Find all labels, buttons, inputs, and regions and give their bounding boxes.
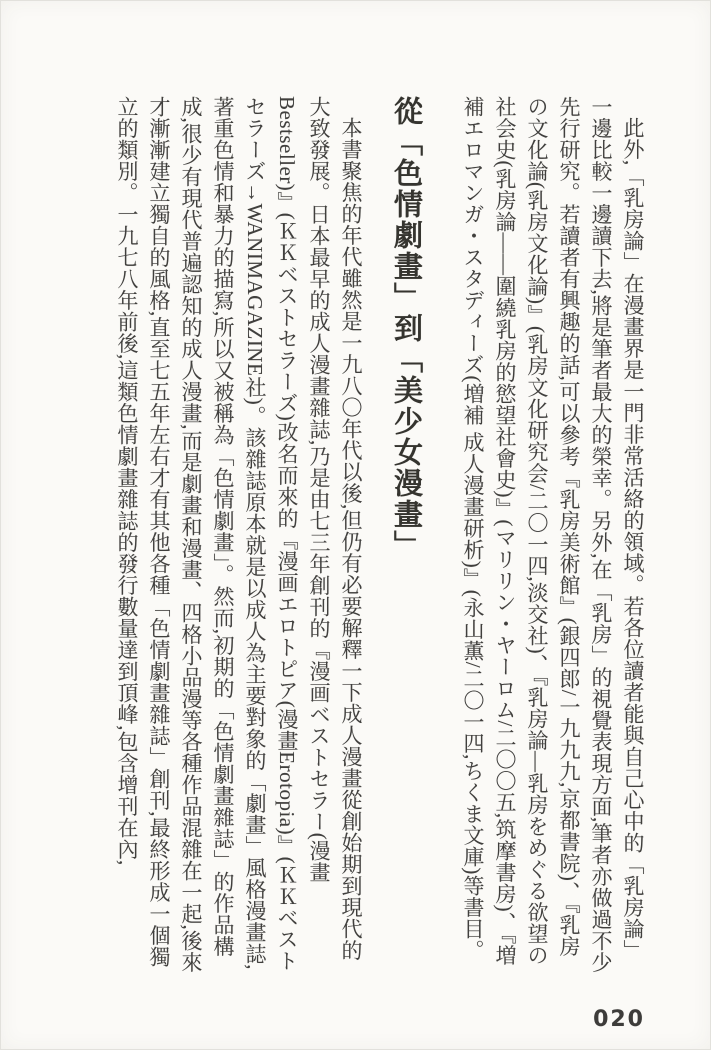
section-heading: 從「色情劇畫」到「美少女漫畫」 bbox=[390, 96, 422, 561]
page-content bbox=[111, 96, 649, 978]
paragraph-references: 此外,「乳房論」在漫畫界是一門非常活絡的領域。若各位讀者能與自己心中的「乳房論」一邊比較一邊讀下去,將是筆者最大的榮幸。另外,在「乳房」的視覺表現方面,筆者亦做過不少先行研究。若讀者有興趣的話,可以參考『乳房美術館』(銀四郎/一九九九,京都書院)、『乳房の文化論(乳房文化論)』(乳房文化研究会/二〇一四,淡交社)、『乳房論―乳房をめぐる欲望の社会史(乳房論――圍繞乳房的慾望社會史)』(マリリン・ヤーロム/二〇〇五,筑摩書房)、『増補エロマンガ・スタディーズ(増補 成人漫畫研析)』(永山薫/二〇一四,ちくま文庫)等書目。 bbox=[461, 96, 645, 974]
page-number: 020 bbox=[593, 1007, 645, 1032]
paragraph-history: 本書聚焦的年代雖然是一九八〇年代以後,但仍有必要解釋一下成人漫畫從創始期到現代的大致發展。日本最早的成人漫畫雜誌,乃是由七三年創刊的『漫画ベストセラー(漫畫Bestseller)』(ＫＫベストセラーズ)改名而來的『漫画エロトピア(漫畫Erotopia)』(ＫＫベストセラーズ→WANIMAGAZINE社)。該雜誌原本就是以成人為主要對象的「劇畫」風格漫畫誌,著重色情和暴力的描寫,所以又被稱為「色情劇畫」。然而,初期的「色情劇畫雜誌」的作品構成,很少有現代普遍認知的成人漫畫,而是劇畫和漫畫、四格小品漫等各種作品混雜在一起,後來才漸漸建立獨自的風格,直至七五年左右才有其他各種「色情劇畫雜誌」創刊,最終形成一個獨立的類別。一九七八年前後,這類色情劇畫雜誌的發行數量達到頂峰,包含增刊在內, bbox=[115, 96, 363, 974]
